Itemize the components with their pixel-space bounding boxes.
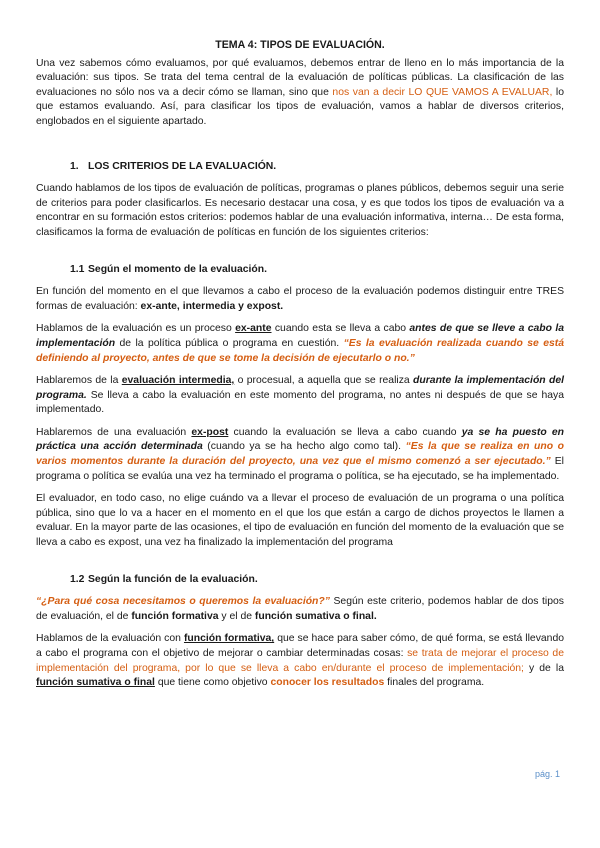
intermedia-paragraph: Hablaremos de la evaluación intermedia, o procesual, a aquella que se realiza durante la implementación del programa. Se lleva a cabo la evaluación en este momento del programa, no antes ni después de que se haya implementado.	[36, 375, 565, 416]
page-number: pág. 1	[534, 769, 560, 779]
page-title: TEMA 4: TIPOS DE EVALUACIÓN.	[215, 39, 385, 51]
moment-intro-paragraph: En función del momento en el que llevamos a cabo el proceso de la evaluación podemos distinguir entre TRES formas de evaluación: ex-ante, intermedia y expost.	[36, 286, 564, 312]
ex-post-quote: “Es la que se realiza en uno o varios momentos durante la duración del proyecto, una vez que el mismo comenzó a ser ejecutado.”	[36, 441, 564, 468]
ex-ante-paragraph: Hablamos de la evaluación es un proceso ex-ante cuando esta se lleva a cabo antes de que se lleve a cabo la implementación de la política pública o programa en cuestión. “Es la evaluación realizada cuando se está definiendo al proyecto, antes de que se tome la decisión de ejecutarlo o no.”	[36, 323, 565, 364]
intro-paragraph: Una vez sabemos cómo evaluamos, por qué evaluamos, debemos entrar de lleno en lo más importancia de la evaluación: sus tipos. Se trata del tema central de la evaluación de políticas públicas. La clasificación de las evaluaciones no sólo nos va a decir cómo se llaman, sino que nos van a decir LO QUE VAMOS A EVALUAR, lo que estamos evaluando. Así, para clasificar los tipos de evaluación, vamos a hablar de diversos criterios, englobados en el siguiente apartado.	[36, 57, 564, 127]
section-1-heading: 1. LOS CRITERIOS DE LA EVALUACIÓN.	[70, 160, 277, 172]
ex-post-paragraph: Hablaremos de una evaluación ex-post cuando la evaluación se lleva a cabo cuando ya se ha puesto en práctica una acción determinada (cuando ya se ha hecho algo como tal). “Es la que se realiza en uno o varios momentos durante la duración del proyecto, una vez que el mismo comenzó a ser ejecutado.” El programa o política se evalúa una vez ha terminado el programa o política, se ha ejecutado, se ha implementado.	[36, 426, 564, 482]
section-1-1-heading: 1.1 Según el momento de la evaluación.	[70, 263, 267, 275]
ex-ante-quote: “Es la evaluación realizada cuando se está definiendo al proyecto, antes de que se tome la decisión de ejecutarlo o no.”	[36, 337, 565, 364]
evaluator-paragraph: El evaluador, en todo caso, no elige cuándo va a llevar el proceso de evaluación de un programa o una política pública, sino que lo va a hacer en el momento en el que los que están a cargo de dichos proyectos le llamen a evaluar. En la mayor parte de las ocasiones, el tipo de evaluación en función del momento de la evaluación que se lleva a cabo es expost, una vez ha finalizado la implementación del programa	[36, 493, 564, 549]
document-body	[36, 38, 564, 691]
function-paragraph: Hablamos de la evaluación con función formativa, que se hace para saber cómo, de qué forma, se está llevando a cabo el programa con el objetivo de mejorar o cambiar determinadas cosas: se trata de mejorar el proceso de implementación del programa, por lo que se lleva a cabo en/durante el proceso de implementación; y de la función sumativa o final que tiene como objetivo conocer los resultados finales del programa.	[36, 633, 565, 689]
intro-highlight: nos van a decir LO QUE VAMOS A EVALUAR,	[332, 86, 553, 98]
section-1-2-heading: 1.2 Según la función de la evaluación.	[70, 573, 258, 585]
function-question: “¿Para qué cosa necesitamos o queremos la evaluación?”	[36, 596, 330, 608]
function-intro-paragraph: “¿Para qué cosa necesitamos o queremos la evaluación?” Según este criterio, podemos hablar de dos tipos de evaluación, el de función formativa y el de función sumativa o final.	[36, 596, 564, 622]
section-1-paragraph: Cuando hablamos de los tipos de evaluación de políticas, programas o planes públicos, debemos seguir una serie de criterios para poder clasificarlos. Es necesario destacar una cosa, y es que todos los tipos de evaluación va a encontrar en su formación estos criterios: podemos hablar de una evaluación informativa, interna… De esta forma, clasificamos la forma de evaluación de políticas en función de los siguientes criterios:	[36, 183, 564, 238]
